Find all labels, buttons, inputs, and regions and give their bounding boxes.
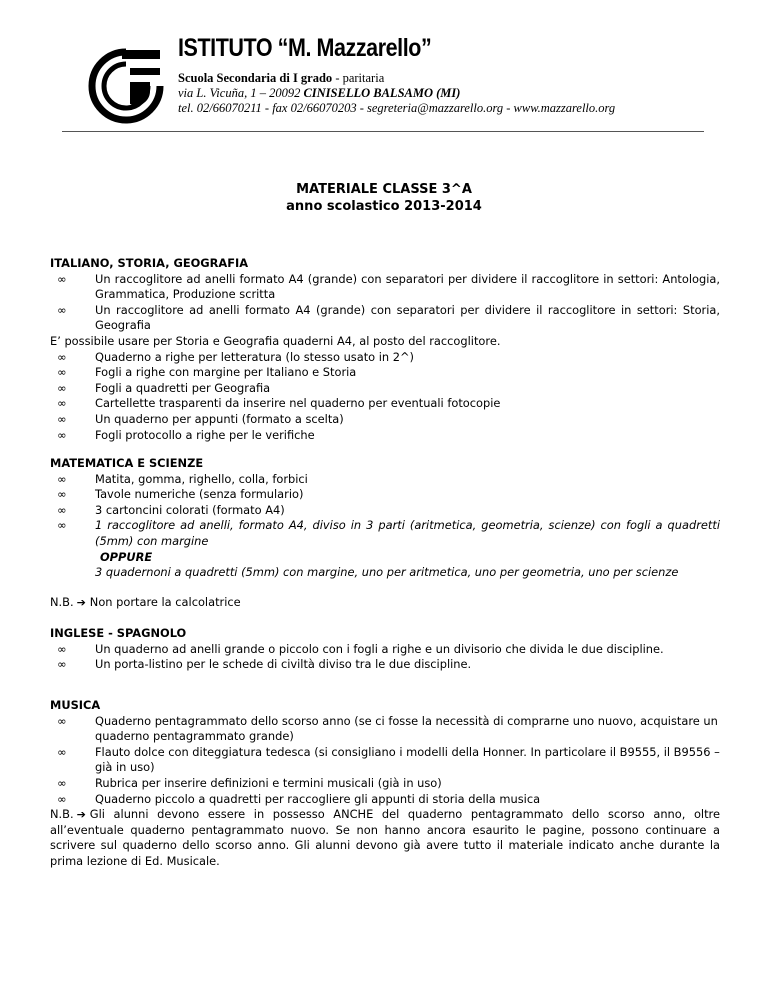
bullet-icon: ∞ [57, 365, 67, 380]
document-title: MATERIALE CLASSE 3^A [296, 182, 472, 197]
section-italiano [50, 256, 720, 443]
list-item: ∞ Un porta-listino per le schede di civiltà diviso tra le due discipline. [57, 657, 472, 672]
section-matematica [50, 456, 720, 610]
school-contacts: tel. 02/66070211 - fax 02/66070203 - segreteria@mazzarello.org - www.mazzarello.org [178, 101, 616, 115]
bullet-icon: ∞ [57, 775, 67, 790]
bullet-icon: ∞ [57, 427, 67, 442]
list-item: ∞ 3 cartoncini colorati (formato A4) [57, 502, 285, 517]
bullet-icon: ∞ [57, 271, 67, 286]
alternative-item: 3 quadernoni a quadretti (5mm) con margine, uno per aritmetica, uno per geometria, uno per scienze [95, 565, 679, 580]
list-item: ∞ Un quaderno per appunti (formato a scelta) [57, 411, 344, 426]
list-item: ∞ Un raccoglitore ad anelli formato A4 (grande) con separatori per dividere il raccoglitore in settori: Storia, Geografia [57, 302, 720, 333]
bullet-icon: ∞ [57, 744, 67, 759]
list-item: ∞ Matita, gomma, righello, colla, forbici [57, 471, 308, 486]
section-heading: MATEMATICA E SCIENZE [50, 456, 204, 470]
list-item: ∞ Tavole numeriche (senza formulario) [57, 487, 304, 502]
list-item: ∞ Un raccoglitore ad anelli formato A4 (grande) con separatori per dividere il raccoglitore in settori: Antologia, Grammatica, Produzione scritta [57, 271, 720, 302]
arrow-right-icon: ➔ [76, 595, 86, 609]
list-item: ∞ Flauto dolce con diteggiatura tedesca (si consigliano i modelli della Honner. In particolare il B9555, il B9556 – già in uso) [57, 744, 720, 775]
section-heading: INGLESE - SPAGNOLO [50, 626, 187, 640]
list-item: ∞ Fogli protocollo a righe per le verifiche [57, 427, 315, 442]
oppure-label: OPPURE [100, 549, 153, 564]
list-item: ∞ Fogli a quadretti per Geografia [57, 380, 271, 395]
institute-name: ISTITUTO “M. Mazzarello” [178, 34, 432, 62]
document-subtitle: anno scolastico 2013-2014 [286, 199, 482, 214]
list-item: ∞ Quaderno a righe per letteratura (lo stesso usato in 2^) [57, 349, 415, 364]
bullet-icon: ∞ [57, 502, 67, 517]
list-item: ∞ Quaderno pentagrammato dello scorso anno (se ci fosse la necessità di comprarne uno nuovo, acquistare un quaderno pentagrammato grande) [57, 713, 718, 744]
list-item: ∞ 1 raccoglitore ad anelli, formato A4, diviso in 3 parti (aritmetica, geometria, scienze) con fogli a quadretti (5mm) con margine [57, 518, 720, 548]
bullet-icon: ∞ [57, 791, 67, 806]
list-item: ∞ Cartellette trasparenti da inserire nel quaderno per eventuali fotocopie [57, 396, 501, 411]
bullet-icon: ∞ [57, 411, 67, 426]
list-item: ∞ Un quaderno ad anelli grande o piccolo con i fogli a righe e un divisorio che divida le due discipline. [57, 641, 664, 656]
section-heading: ITALIANO, STORIA, GEOGRAFIA [50, 256, 249, 270]
bullet-icon: ∞ [57, 349, 67, 364]
bullet-icon: ∞ [57, 641, 67, 656]
bullet-icon: ∞ [57, 396, 67, 411]
bullet-icon: ∞ [57, 487, 67, 502]
section-inglese [50, 626, 720, 673]
school-type: Scuola Secondaria di I grado - paritaria [178, 71, 385, 85]
bullet-icon: ∞ [57, 471, 67, 486]
bullet-icon: ∞ [57, 713, 67, 728]
bullet-icon: ∞ [57, 302, 67, 317]
section-musica [50, 698, 720, 870]
section-note: E’ possibile usare per Storia e Geografia quaderni A4, al posto del raccoglitore. [50, 333, 501, 348]
list-item: ∞ Fogli a righe con margine per Italiano e Storia [57, 365, 357, 380]
bullet-icon: ∞ [57, 380, 67, 395]
section-heading: MUSICA [50, 698, 101, 712]
school-address: via L. Vicuña, 1 – 20092 CINISELLO BALSAMO (MI) [178, 86, 461, 100]
nb-note: N.B. ➔ Gli alunni devono essere in possesso ANCHE del quaderno pentagrammato dello scorso anno, oltre all’eventuale quaderno pentagrammato nuovo. Se non hanno ancora esaurito le pagine, possono continuare a scrivere sul quaderno dello scorso anno. Gli alunni devono già avere tutto il materiale indicato anche durante la prima lezione di Ed. Musicale. [50, 807, 720, 868]
bullet-icon: ∞ [57, 657, 67, 672]
list-item: ∞ Quaderno piccolo a quadretti per raccogliere gli appunti di storia della musica [57, 791, 541, 806]
institute-logo [86, 46, 166, 126]
header-divider [62, 131, 704, 132]
arrow-right-icon: ➔ [76, 808, 86, 822]
nb-note: N.B. ➔ Non portare la calcolatrice [50, 594, 241, 609]
bullet-icon: ∞ [57, 518, 67, 533]
list-item: ∞ Rubrica per inserire definizioni e termini musicali (già in uso) [57, 775, 442, 790]
